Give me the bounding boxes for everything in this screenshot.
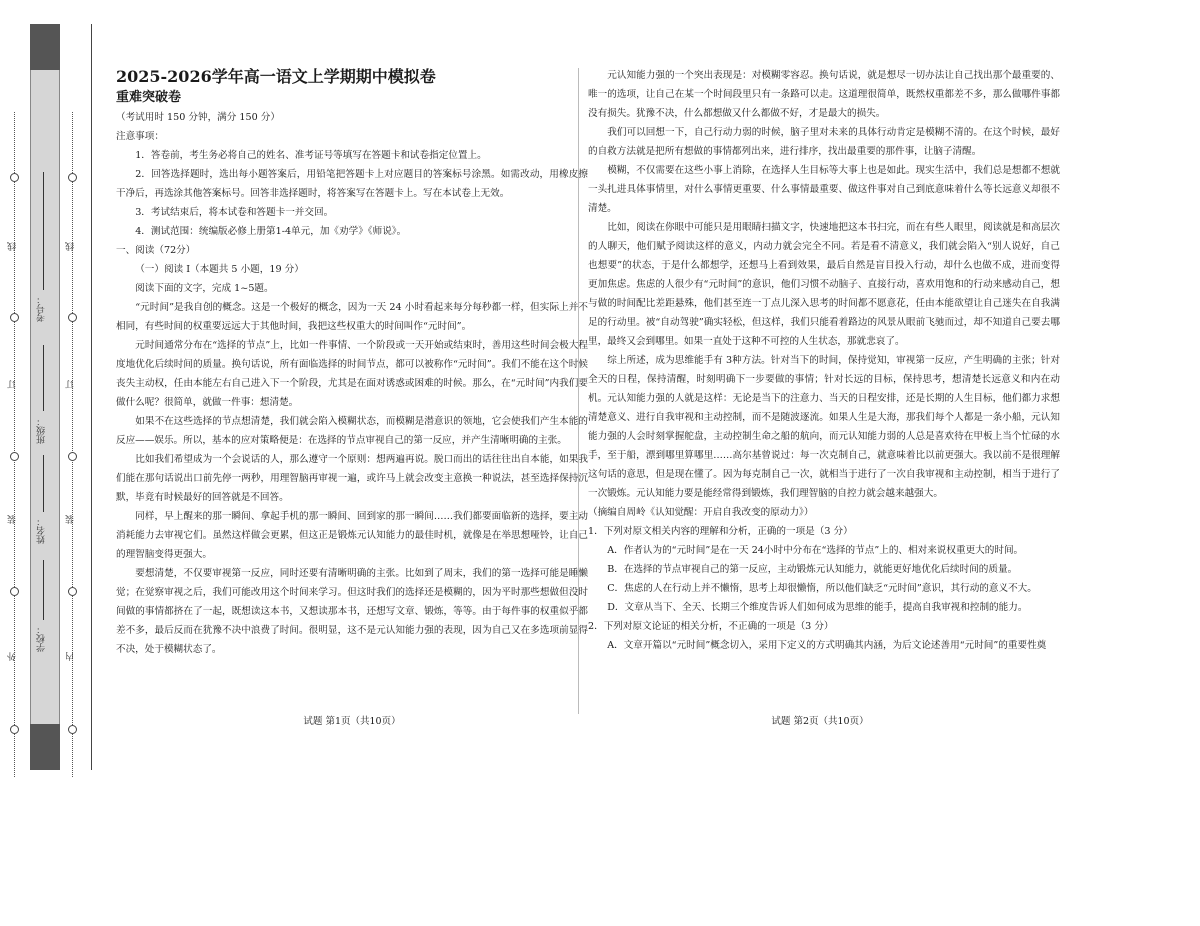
class-label: 班级： [37, 417, 47, 444]
class-blank[interactable] [43, 345, 44, 411]
exam-title: 2025-2026学年高一语文上学期期中模拟卷 [116, 67, 436, 86]
binding-hole [10, 313, 19, 322]
binding-hole [10, 725, 19, 734]
binding-hole [68, 173, 77, 182]
binding-hole [68, 313, 77, 322]
question-1-option-b[interactable]: B．在选择的节点审视自己的第一反应，主动锻炼元认知能力，就能更好地优化后续时间的质量。 [607, 564, 1018, 575]
reading-instruction: 阅读下面的文字，完成 1~5题。 [135, 283, 274, 294]
binding-hole [68, 587, 77, 596]
passage-paragraph: 比如我们希望成为一个会说话的人，那么遵守一个原则：想两遍再说。脱口而出的话往往出自本能，如果我们能在那句话说出口前先停一两秒，用理智脑再审视一遍，或许马上就会改变主意换一种说法，甚至选择保持沉默，毕竟有时候最好的回答就是不回答。 [116, 454, 588, 503]
cut-label-outer: 订 [8, 380, 18, 389]
passage-paragraph: 模糊，不仅需要在这些小事上消除，在选择人生目标等大事上也是如此。现实生活中，我们总是想都不想就一头扎进具体事情里，对什么事情更重要、什么事情最重要、做这件事对自己到底意味着什么等长远意义却很不清楚。 [588, 165, 1060, 214]
outer-cut-line [14, 112, 15, 777]
note-item: 2．回答选择题时，选出每小题答案后，用铅笔把答题卡上对应题目的答案标号涂黑。如需改动，用橡皮擦干净后，再选涂其他答案标号。回答非选择题时，将答案写在答题卡上。写在本试卷上无效。 [116, 169, 588, 199]
exam-subtitle: 重难突破卷 [116, 90, 182, 105]
binding-hole [10, 173, 19, 182]
question-1-option-c[interactable]: C．焦虑的人在行动上并不懒惰，思考上却很懒惰，所以他们缺乏“元时间”意识，其行动的意义不大。 [607, 583, 1037, 594]
school-label: 学校： [37, 625, 47, 652]
question-1-option-d[interactable]: D．文章从当下、全天、长期三个维度告诉人们如何成为思维的能手，提高自我审视和控制的能力。 [607, 602, 1028, 613]
binding-margin [0, 0, 100, 775]
cut-label-inner: 装 [66, 515, 76, 524]
page-1-footer: 试题 第1页（共10页） [303, 716, 401, 727]
note-item: 4．测试范围：统编版必修上册第1-4单元，加《劝学》《师说》。 [135, 226, 407, 237]
cut-label-outer: 装 [8, 515, 18, 524]
binding-edge-line [91, 24, 92, 770]
school-blank[interactable] [43, 560, 44, 620]
binding-hole [10, 587, 19, 596]
passage-source: （摘编自周岭《认知觉醒：开启自我改变的原动力》） [588, 507, 814, 518]
page-divider [578, 68, 579, 714]
cut-label-outer: 外 [8, 652, 18, 661]
passage-paragraph: 要想清楚，不仅要审视第一反应，同时还要有清晰明确的主张。比如到了周末，我们的第一选择可能是睡懒觉；在觉察审视之后，我们可能改用这个时间来学习。但这时我们的选择还是模糊的，因为平时那些想做但没时间做的事情都挤在了一起，既想读这本书，又想读那本书，还想写文章、锻炼，等等。由于每件事的权重似乎都差不多，最后反而在犹豫不决中浪费了时间。很明显，这不是元认知能力强的表现，因为自己又在多选项前显得不决，处于模糊状态了。 [116, 568, 588, 655]
binding-strip-cap-bottom [30, 724, 60, 770]
question-2-option-a[interactable]: A．文章开篇以“元时间”概念切入，采用下定义的方式明确其内涵，为后文论述善用“元时间”的重要性奠 [607, 640, 1047, 651]
subsection-heading: （一）阅读 I（本题共 5 小题，19 分） [135, 264, 304, 275]
binding-hole [68, 452, 77, 461]
passage-paragraph: 综上所述，成为思维能手有 3种方法。针对当下的时间，保持觉知，审视第一反应，产生明确的主张；针对全天的日程，保持清醒，时刻明确下一步要做的事情；针对长远的目标，保持思考，想清楚长远意义和内在动机。元认知能力强的人就是这样：无论是当下的注意力、当天的日程安排，还是长期的人生目标，他们都力求想清楚意义、进行自我审视和主动控制，而不是随波逐流。如果人生是大海，那我们每个人都是一条小船，元认知能力强的人会时刻掌握舵盘，主动控制生命之船的航向，而元认知能力弱的人总是喜欢待在甲板上当个忙碌的水手，至于船，漂到哪里算哪里……高尔基曾说过：每一次克制自己，就意味着比以前更强大。我以前不是很理解这句话的意思，但是现在懂了。因为每克制自己一次，就相当于进行了一次自我审视和主动控制，相当于进行了一次锻炼。元认知能力要是能经常得到锻炼，我们理智脑的自控力就会越来越强大。 [588, 355, 1060, 499]
exam-number-label: 考号： [37, 295, 47, 322]
binding-strip-cap-top [30, 24, 60, 70]
passage-paragraph: 比如，阅读在你眼中可能只是用眼睛扫描文字，快速地把这本书扫完，而在有些人眼里，阅读就是和高层次的人聊天，他们赋予阅读这样的意义，内动力就会完全不同。若是看不清意义，我们就会陷入“别人说好，自己也想要”的状态，于是什么都想学，还想马上看到效果，最后自然是盲目投入行动，却什么也做不成，进而变得更加焦虑。焦虑的人很少有“元时间”的意识，他们习惯不动脑子、直接行动，喜欢用饱和的行动来感动自己，想与做的时间配比差距悬殊，他们甚至连一丁点儿深入思考的时间都不愿意花，任由本能欲望让自己迷失在自我满足的行动里。被“自动驾驶”确实轻松，但这样，我们只能看着路边的风景从眼前飞驰而过，却不知道自己要去哪里，最终又会到哪里。如果一直处于这种不可控的人生状态，那就悲哀了。 [588, 222, 1060, 347]
cut-label-inner: 订 [66, 380, 76, 389]
exam-number-blank[interactable] [43, 172, 44, 290]
page-1 [116, 66, 588, 659]
note-item: 3．考试结束后，将本试卷和答题卡一并交回。 [135, 207, 334, 218]
binding-hole [68, 725, 77, 734]
question-2: 2．下列对原文论证的相关分析，不正确的一项是（3 分） [588, 621, 834, 632]
binding-strip [30, 24, 60, 770]
notes-heading: 注意事项： [116, 131, 164, 142]
page-2-footer: 试题 第2页（共10页） [771, 716, 869, 727]
passage-paragraph: 如果不在这些选择的节点想清楚，我们就会陷入模糊状态，而模糊是潜意识的领地，它会使我们产生本能的反应——娱乐。所以，基本的应对策略便是：在选择的节点审视自己的第一反应，并产生清晰明确的主张。 [116, 416, 588, 446]
binding-hole [10, 452, 19, 461]
question-1-option-a[interactable]: A．作者认为的“元时间”是在一天 24小时中分布在“选择的节点”上的、相对来说权重更大的时间。 [607, 545, 1024, 556]
passage-paragraph: 元时间通常分布在“选择的节点”上，比如一件事情、一个阶段或一天开始或结束时，善用这些时间会极大程度地优化后续时间的质量。换句话说，所有面临选择的时间节点，都可以被称作“元时间”。我们不能在这个时候丧失主动权，任由本能左右自己进入下一个阶段，尤其是在面对诱惑或困难的时候。那么，在“元时间”内我们要做什么呢？很简单，就做一件事：想清楚。 [116, 340, 588, 408]
name-label: 姓名： [37, 517, 47, 544]
cut-label-inner: 线 [66, 242, 76, 251]
passage-paragraph: 同样，早上醒来的那一瞬间、拿起手机的那一瞬间、回到家的那一瞬间……我们都要面临新的选择，要主动消耗能力去审视它们。虽然这样做会更累，但这正是锻炼元认知能力的最佳时机，就像是在举思想哑铃，让自己的理智脑变得更强大。 [116, 511, 588, 560]
exam-info: （考试用时 150 分钟，满分 150 分） [116, 112, 280, 123]
inner-cut-line [72, 112, 73, 777]
passage-paragraph: 元认知能力强的一个突出表现是：对模糊零容忍。换句话说，就是想尽一切办法让自己找出那个最重要的、唯一的选项，让自己在某一个时间段里只有一条路可以走。这道理很简单，既然权重都差不多，那么做哪件事都没有损失。犹豫不决，什么都想做又什么都做不好，才是最大的损失。 [588, 70, 1060, 119]
section-heading: 一、阅读（72分） [116, 245, 196, 256]
name-blank[interactable] [43, 455, 44, 512]
cut-label-inner: 内 [66, 652, 76, 661]
question-1: 1．下列对原文相关内容的理解和分析，正确的一项是（3 分） [588, 526, 853, 537]
passage-paragraph: 我们可以回想一下，自己行动力弱的时候，脑子里对未来的具体行动肯定是模糊不清的。在这个时候，最好的自救方法就是把所有想做的事情都列出来，进行排序，找出最重要的那件事，让脑子清醒。 [588, 127, 1060, 157]
cut-label-outer: 线 [8, 242, 18, 251]
note-item: 1．答卷前，考生务必将自己的姓名、准考证号等填写在答题卡和试卷指定位置上。 [135, 150, 487, 161]
page-2 [588, 66, 1060, 655]
passage-paragraph: “元时间”是我自创的概念。这是一个极好的概念，因为一天 24 小时看起来每分每秒都一样，但实际上并不相同，有些时间的权重要远远大于其他时间，我把这些权重大的时间叫作“元时间”。 [116, 302, 588, 332]
